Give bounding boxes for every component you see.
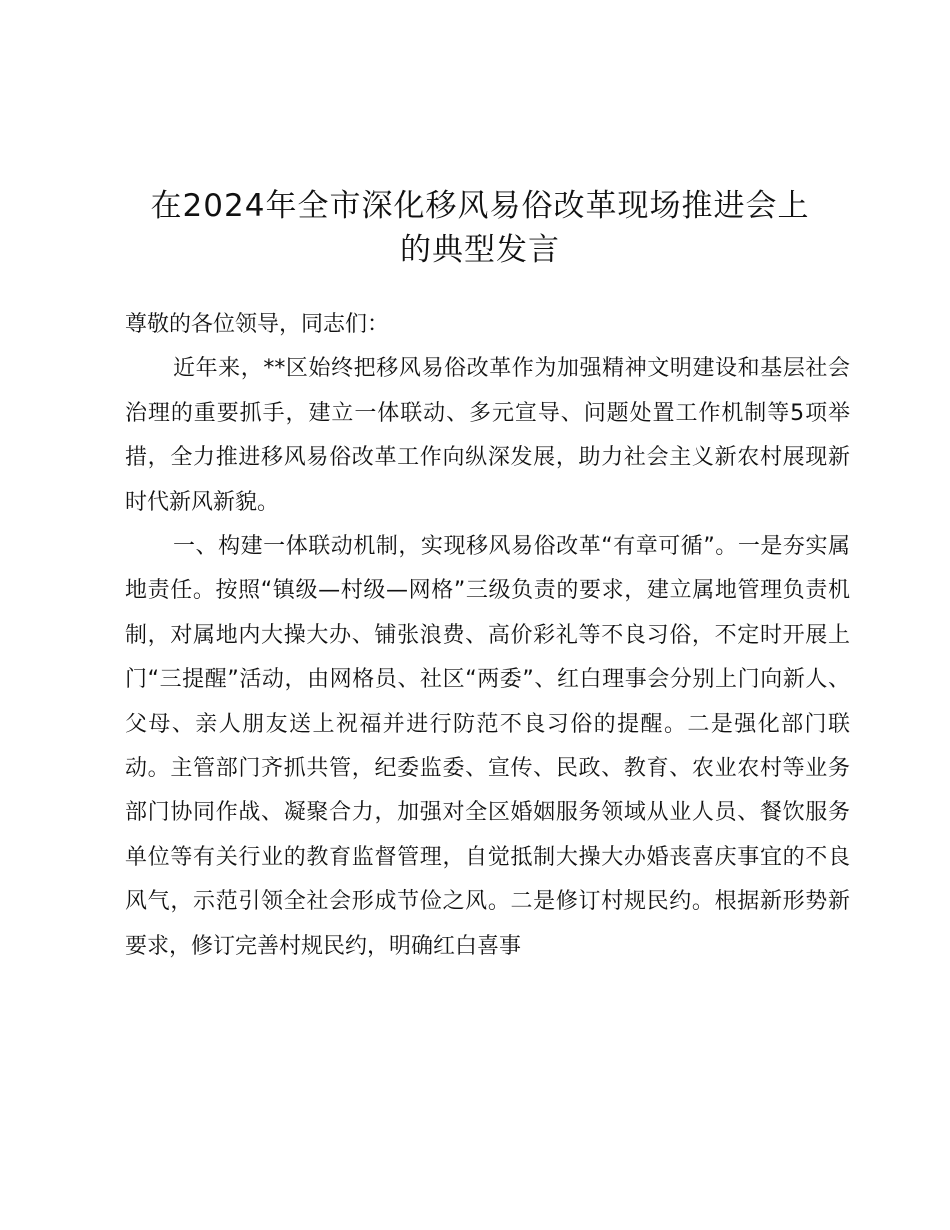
title-line-2: 的典型发言 — [400, 231, 560, 268]
document-body — [125, 303, 850, 969]
title-line-1: 在2024年全市深化移风易俗改革现场推进会上 — [150, 187, 810, 224]
paragraph-intro: 近年来，**区始终把移风易俗改革作为加强精神文明建设和基层社会治理的重要抓手，建立一体联动、多元宣导、问题处置工作机制等5项举措，全力推进移风易俗改革工作向纵深发展，助力社会主义新农村展现新时代新风新貌。 — [125, 356, 850, 515]
paragraph-section-one: 一、构建一体联动机制，实现移风易俗改革“有章可循”。一是夯实属地责任。按照“镇级—村级—网格”三级负责的要求，建立属地管理负责机制，对属地内大操大办、铺张浪费、高价彩礼等不良习俗，不定时开展上门“三提醒”活动，由网格员、社区“两委”、红白理事会分别上门向新人、父母、亲人朋友送上祝福并进行防范不良习俗的提醒。二是强化部门联动。主管部门齐抓共管，纪委监委、宣传、民政、教育、农业农村等业务部门协同作战、凝聚合力，加强对全区婚姻服务领域从业人员、餐饮服务单位等有关行业的教育监督管理，自觉抵制大操大办婚丧喜庆事宜的不良风气，示范引领全社会形成节俭之风。二是修订村规民约。根据新形势新要求，修订完善村规民约，明确红白喜事 — [125, 534, 850, 959]
salutation: 尊敬的各位领导，同志们： — [125, 312, 390, 337]
document-title — [100, 184, 860, 272]
